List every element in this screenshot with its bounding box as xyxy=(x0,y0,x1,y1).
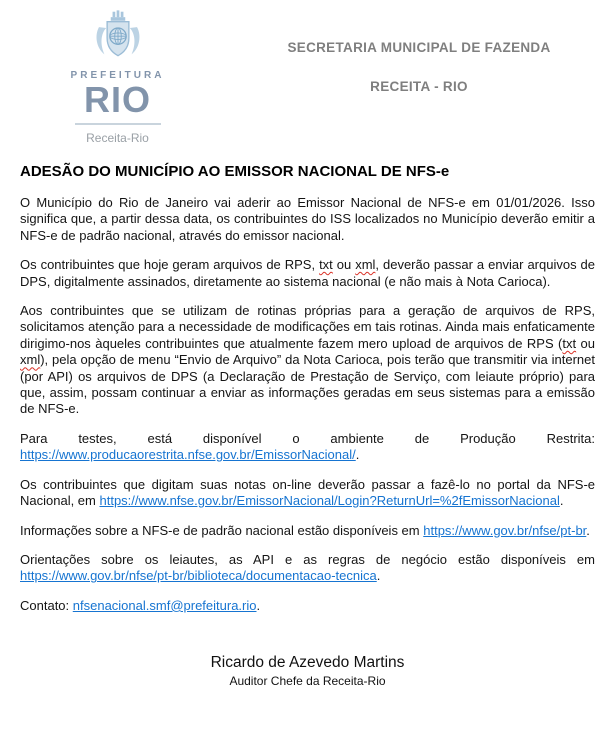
paragraph-info xyxy=(20,523,595,539)
paragraph-text: Aos contribuintes que se utilizam de rotinas próprias para a geração de arquivos de RPS, solicitamos atenção para a necessidade de modificações em tais rotinas. Ainda mais enfaticamente dirigimo-nos àqueles contribuintes que atualmente fazem mero upload de arquivos de RPS ( xyxy=(20,303,595,351)
paragraph-own-routines xyxy=(20,303,595,418)
producao-restrita-link[interactable]: https://www.producaorestrita.nfse.gov.br/EmissorNacional/ xyxy=(20,447,356,463)
paragraph-text: . xyxy=(256,597,261,613)
prefeitura-rio-logo xyxy=(0,8,235,145)
misspelled-word-xml: xml xyxy=(355,257,376,273)
paragraph-text: Para testes, está disponível o ambiente de Produção Restrita: xyxy=(20,430,595,446)
logo-divider xyxy=(75,123,161,125)
misspelled-word-txt: txt xyxy=(562,335,577,351)
signature-name: Ricardo de Azevedo Martins xyxy=(210,654,405,672)
paragraph-contact xyxy=(20,598,595,614)
header-titles xyxy=(235,8,615,145)
signature-role: Auditor Chefe da Receita-Rio xyxy=(229,674,386,689)
paragraph-text: Orientações sobre os leiautes, as API e as regras de negócio estão disponíveis em xyxy=(20,551,595,567)
paragraph-text: O Município do Rio de Janeiro vai aderir ao Emissor Nacional de NFS-e em 01/01/2026. Isso significa que, a partir dessa data, os contribuintes do ISS localizados no Município deverão emitir a NFS-e de padrão nacional, através do emissor nacional. xyxy=(20,195,595,243)
paragraph-online-notes xyxy=(20,477,595,510)
paragraph-text: , deverão passar a enviar arquivos de DPS, digitalmente assinados, diretamente ao sistema nacional (e não mais à Nota Carioca). xyxy=(20,257,596,289)
notice-content xyxy=(0,163,615,688)
paragraph-text: Contato: xyxy=(20,597,73,613)
logo-receita-rio-text: Receita-Rio xyxy=(86,131,149,145)
paragraph-guidelines xyxy=(20,552,595,585)
logo-prefeitura-text: PREFEITURA xyxy=(70,70,165,81)
paragraph-text: Os contribuintes que digitam suas notas on-line deverão passar a fazê-lo no portal da NFS-e Nacional, em xyxy=(20,476,595,509)
paragraph-text: . xyxy=(376,568,381,584)
paragraph-text: . xyxy=(586,522,590,538)
rio-coat-of-arms-icon xyxy=(89,8,147,68)
paragraph-text: . xyxy=(559,493,564,509)
contact-email-link[interactable]: nfsenacional.smf@prefeitura.rio xyxy=(72,597,257,613)
misspelled-word-txt: txt xyxy=(319,257,333,273)
logo-rio-text: RIO xyxy=(83,79,151,120)
paragraph-tests xyxy=(20,431,595,464)
page-title: ADESÃO DO MUNICÍPIO AO EMISSOR NACIONAL DE NFS-e xyxy=(20,163,450,180)
paragraph-rps-files xyxy=(20,257,595,290)
signature-block xyxy=(20,654,595,688)
paragraph-text: Os contribuintes que hoje geram arquivos de RPS, xyxy=(20,257,320,273)
emissor-nacional-login-link[interactable]: https://www.nfse.gov.br/EmissorNacional/Login?ReturnUrl=%2fEmissorNacional xyxy=(99,493,560,509)
paragraph-text: . xyxy=(355,447,360,463)
govbr-nfse-link[interactable]: https://www.gov.br/nfse/pt-br xyxy=(423,522,587,538)
secretaria-title: SECRETARIA MUNICIPAL DE FAZENDA xyxy=(287,40,551,55)
paragraph-adhesion xyxy=(20,195,595,244)
receita-rio-title: RECEITA - RIO xyxy=(370,79,468,94)
documentacao-tecnica-link[interactable]: https://www.gov.br/nfse/pt-br/biblioteca/documentacao-tecnica xyxy=(20,568,377,584)
paragraph-text: ou xyxy=(576,335,595,351)
paragraph-text: ou xyxy=(332,257,356,273)
paragraph-text: ), pela opção de menu “Envio de Arquivo” da Nota Carioca, pois terão que transmitir via internet (por API) os arquivos de DPS (a Declaração de Prestação de Serviço, com leiaute próprio) para que, assim, possam continuar a enviar as informações geradas em seus sistemas para a emissão de NFS-e. xyxy=(20,352,595,417)
paragraph-text: Informações sobre a NFS-e de padrão nacional estão disponíveis em xyxy=(20,522,424,538)
page-header xyxy=(0,0,615,145)
misspelled-word-xml: xml xyxy=(20,352,41,368)
